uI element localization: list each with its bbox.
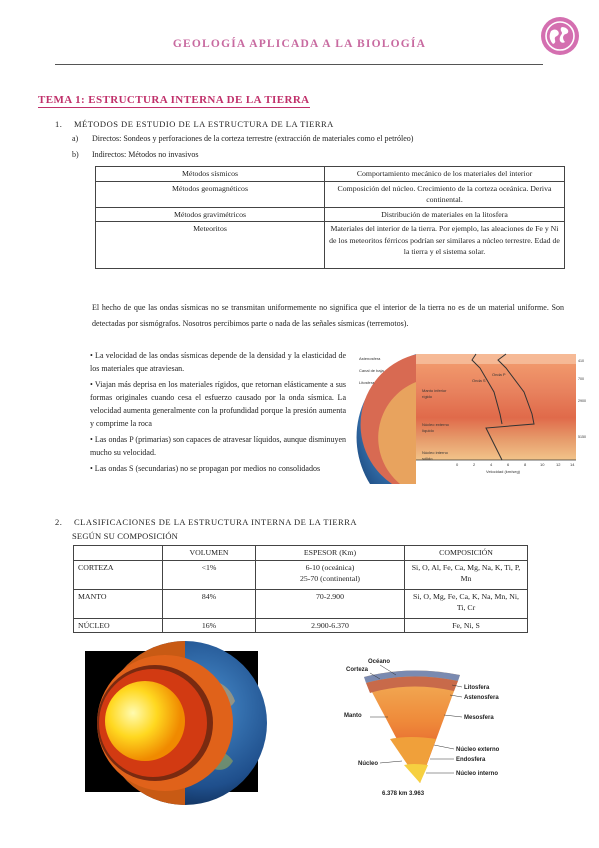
document-header-title: GEOLOGÍA APLICADA A LA BIOLOGÍA (172, 38, 427, 50)
table-cell: MANTO (74, 589, 163, 618)
table-cell: Fe, Ni, S (405, 618, 528, 633)
bullet-list (90, 349, 346, 478)
table-cell: NÚCLEO (74, 618, 163, 633)
label-astenosfera: Astenosfera (464, 695, 499, 701)
table-cell: 2.900-6.370 (256, 618, 405, 633)
label-mesosfera: Mesosfera (464, 715, 494, 721)
table-cell: Si, O, Mg, Fe, Ca, K, Na, Mn, Ni, Ti, Cr (405, 589, 528, 618)
table-cell: Métodos gravimétricos (96, 207, 325, 222)
label-manto: Manto (344, 713, 362, 719)
table-cell: <1% (163, 560, 256, 589)
table-row (96, 222, 565, 269)
list-item: • Las ondas P (primarias) son capaces de atravesar líquidos, aunque disminuyen mucho su velocidad. (90, 435, 346, 457)
section-2-title: CLASIFICACIONES DE LA ESTRUCTURA INTERNA DE LA TIERRA (74, 517, 358, 527)
table-row (96, 181, 565, 207)
list-item: • La velocidad de las ondas sísmicas depende de la densidad y la elasticidad de los materiales que atraviesan. (90, 351, 346, 373)
svg-text:2900: 2900 (578, 399, 586, 403)
table-header-cell: ESPESOR (Km) (256, 546, 405, 561)
seismic-paragraph: El hecho de que las ondas sísmicas no se transmitan uniformemente no significa que el interior de la tierra no es de un material uniforme. Son detectadas por sismógrafos. Nosotros percibimos parte o nada de las señales sísmicas (terremotos). (92, 303, 564, 328)
label-litosfera: Litosfera (464, 685, 490, 691)
label-nucleo-interno: Núcleo interno (456, 771, 499, 777)
svg-text:4: 4 (490, 462, 493, 467)
section-2-number: 2. (55, 517, 63, 527)
table-cell: 6-10 (oceánica) 25-70 (continental) (256, 560, 405, 589)
svg-text:Onda P: Onda P (492, 372, 506, 377)
table-cell: Si, O, Al, Fe, Ca, Mg, Na, K, Ti, P, Mn (405, 560, 528, 589)
svg-text:sólido: sólido (422, 456, 433, 461)
item-a-marker: a) (72, 134, 79, 143)
svg-text:Manto inferior: Manto inferior (422, 388, 447, 393)
table-cell: 70-2.900 (256, 589, 405, 618)
svg-text:Litosfera: Litosfera (359, 380, 375, 385)
svg-text:2: 2 (473, 462, 476, 467)
svg-text:rígido: rígido (422, 394, 433, 399)
svg-text:14: 14 (570, 462, 575, 467)
table-cell: Meteoritos (96, 222, 325, 269)
table-cell: CORTEZA (74, 560, 163, 589)
svg-text:Onda S: Onda S (472, 378, 486, 383)
table-row (74, 589, 528, 618)
topic-title: TEMA 1: ESTRUCTURA INTERNA DE LA TIERRA (38, 94, 310, 106)
svg-text:Núcleo interno: Núcleo interno (422, 450, 448, 455)
svg-text:Canal de baja: Canal de baja (359, 368, 384, 373)
table-header-cell (74, 546, 163, 561)
earth-layers-diagram (340, 655, 510, 801)
section-2-subtitle: SEGÚN SU COMPOSICIÓN (72, 531, 179, 541)
svg-text:700: 700 (578, 377, 584, 381)
label-nucleo: Núcleo (358, 761, 379, 767)
seismic-velocity-figure (356, 352, 584, 486)
svg-text:5150: 5150 (578, 435, 586, 439)
table-cell: Métodos sísmicos (96, 167, 325, 182)
table-cell: Distribución de materiales en la litosfera (325, 207, 565, 222)
table-header-row (74, 546, 528, 561)
svg-text:8: 8 (524, 462, 527, 467)
svg-text:410: 410 (578, 359, 584, 363)
svg-text:10: 10 (540, 462, 545, 467)
svg-text:6: 6 (507, 462, 510, 467)
label-oceano: Océano (368, 659, 391, 665)
section-1-number: 1. (55, 119, 63, 129)
label-nucleo-externo: Núcleo externo (456, 747, 500, 753)
label-bottom-scale: 6.378 km 3.963 (382, 791, 425, 797)
list-item: • Viajan más deprisa en los materiales rígidos, que retornan elásticamente a sus formas originales cuando cesa el esfuerzo causado por la onda sísmica. La velocidad aumenta generalmente con la profundidad porque la presión aumenta y comprime la roca (90, 380, 346, 428)
earth-cutaway-image (85, 651, 258, 792)
svg-text:0: 0 (456, 462, 459, 467)
table-row (74, 560, 528, 589)
svg-text:Astenosfera: Astenosfera (359, 356, 381, 361)
svg-text:12: 12 (556, 462, 561, 467)
list-item: • Las ondas S (secundarias) no se propagan por medios no consolidados (90, 464, 321, 473)
table-cell: Composición del núcleo. Crecimiento de la corteza oceánica. Deriva continental. (325, 181, 565, 207)
svg-text:líquido: líquido (422, 428, 434, 433)
composition-table (73, 545, 528, 633)
table-cell: 84% (163, 589, 256, 618)
header-divider (55, 64, 543, 65)
item-a-text: Directos: Sondeos y perforaciones de la corteza terrestre (extracción de materiales como el petróleo) (92, 134, 414, 143)
globe-icon (541, 17, 579, 55)
table-cell: 16% (163, 618, 256, 633)
svg-text:Velocidad (km/seg): Velocidad (km/seg) (486, 469, 521, 474)
item-b-marker: b) (72, 150, 79, 159)
item-b-text: Indirectos: Métodos no invasivos (92, 150, 199, 159)
table-header-cell: COMPOSICIÓN (405, 546, 528, 561)
table-header-cell: VOLUMEN (163, 546, 256, 561)
table-cell: Materiales del interior de la tierra. Por ejemplo, las aleaciones de Fe y Ni de los meteoritos férricos podrían ser similares a núcleo terrestre. Edad de la tierra y el sistema solar. (325, 222, 565, 269)
label-endosfera: Endosfera (456, 757, 486, 763)
table-row (74, 618, 528, 633)
table-row (96, 167, 565, 182)
table-cell: Métodos geomagnéticos (96, 181, 325, 207)
methods-table (95, 166, 565, 269)
label-corteza: Corteza (346, 667, 369, 673)
svg-text:Núcleo externo: Núcleo externo (422, 422, 449, 427)
table-cell: Comportamiento mecánico de los materiales del interior (325, 167, 565, 182)
section-1-title: MÉTODOS DE ESTUDIO DE LA ESTRUCTURA DE LA TIERRA (74, 119, 334, 129)
table-row (96, 207, 565, 222)
